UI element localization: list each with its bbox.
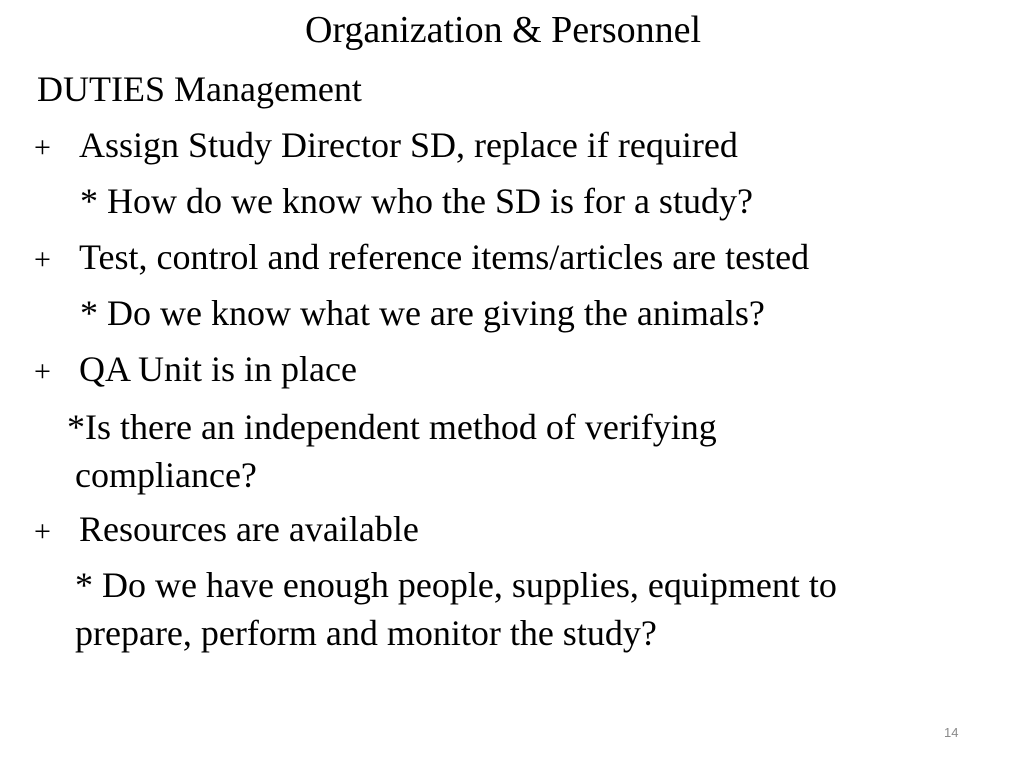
slide-title: Organization & Personnel <box>304 9 702 51</box>
page-number: 14 <box>944 725 959 740</box>
sub-note-text: * How do we know who the SD is for a study? <box>80 181 753 221</box>
sub-note-text-line-2: prepare, perform and monitor the study? <box>75 613 657 653</box>
bullet-text: Assign Study Director SD, replace if required <box>79 125 738 165</box>
section-heading: DUTIES Management <box>37 69 362 109</box>
bullet-text: Resources are available <box>79 509 419 549</box>
sub-note-text-line-1: *Is there an independent method of verifying <box>67 407 717 447</box>
plus-bullet-icon: + <box>34 515 51 548</box>
plus-bullet-icon: + <box>34 131 51 164</box>
sub-note-resources <box>75 561 837 657</box>
plus-bullet-icon: + <box>34 355 51 388</box>
plus-bullet-icon: + <box>34 243 51 276</box>
sub-note-text-line-2: compliance? <box>75 455 257 495</box>
sub-note-text-line-1: * Do we have enough people, supplies, equipment to <box>75 565 837 605</box>
sub-note-qa-unit <box>67 403 717 499</box>
bullet-text: QA Unit is in place <box>79 349 357 389</box>
bullet-text: Test, control and reference items/articles are tested <box>79 237 810 277</box>
sub-note-test-items <box>80 289 765 337</box>
bullet-item-study-director <box>34 121 738 172</box>
bullet-item-test-items <box>34 233 809 284</box>
bullet-item-resources <box>34 505 419 556</box>
sub-note-study-director <box>80 177 753 225</box>
sub-note-text: * Do we know what we are giving the animals? <box>80 293 765 333</box>
bullet-item-qa-unit <box>34 345 357 396</box>
